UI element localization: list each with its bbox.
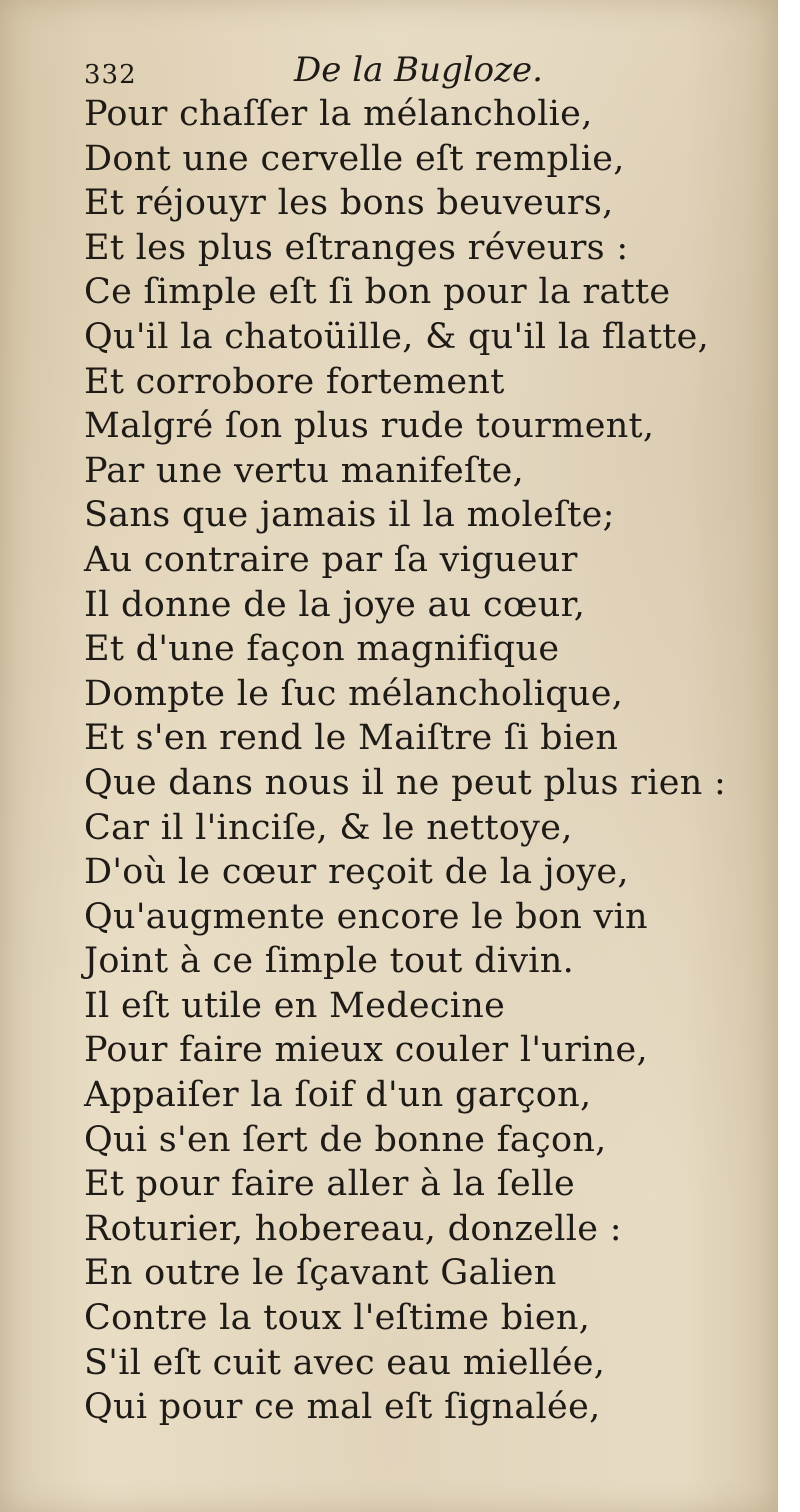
verse-line: Joint à ce ſimple tout divin. (84, 941, 575, 982)
verse-line: En outre le ſçavant Galien (84, 1253, 557, 1294)
verse-line: Appaiſer la ſoif d'un garçon, (84, 1075, 592, 1116)
verse-line: Et pour faire aller à la ſelle (84, 1164, 575, 1205)
verse-line: S'il eſt cuit avec eau miellée, (84, 1342, 606, 1383)
verse-line: Qui pour ce mal eſt ſignalée, (84, 1387, 601, 1428)
verse-line: Contre la toux l'eſtime bien, (84, 1298, 591, 1339)
verse-line: Et s'en rend le Maiſtre ſi bien (84, 718, 619, 759)
verse-line: Et réjouyr les bons beuveurs, (84, 183, 614, 224)
verse-line: Ce ſimple eſt ſi bon pour la ratte (84, 272, 671, 313)
verse-line: Il eſt utile en Medecine (84, 985, 506, 1026)
verse-line: Qu'augmente encore le bon vin (84, 896, 648, 937)
verse-line: Qu'il la chatoüille, & qu'il la flatte, (84, 316, 710, 357)
verse-line: Par une vertu manifeſte, (84, 450, 525, 491)
verse-line: Roturier, hobereau, donzelle : (84, 1208, 622, 1249)
verse-line: Car il l'inciſe, & le nettoye, (84, 807, 573, 848)
verse-line: Dont une cervelle eſt remplie, (84, 138, 625, 179)
poem-text (84, 92, 738, 1430)
verse-line: Pour chaſſer la mélancholie, (84, 94, 593, 134)
verse-line: Sans que jamais il la moleſte; (84, 495, 615, 536)
verse-line: Que dans nous il ne peut plus rien : (84, 762, 727, 803)
page-margin (778, 0, 800, 1512)
verse-line: D'où le cœur reçoit de la joye, (84, 852, 629, 893)
verse-line: Il donne de la joye au cœur, (84, 584, 586, 625)
verse-line: Au contraire par ſa vigueur (84, 539, 578, 580)
verse-line: Et corrobore fortement (84, 361, 505, 402)
verse-line: Dompte le ſuc mélancholique, (84, 673, 624, 714)
verse-line: Qui s'en ſert de bonne façon, (84, 1119, 607, 1160)
running-head: De la Bugloze. (294, 50, 543, 90)
verse-line: Pour faire mieux couler l'urine, (84, 1030, 648, 1071)
page-header (84, 50, 688, 94)
verse-line: Malgré ſon plus rude tourment, (84, 406, 655, 447)
page-number: 332 (84, 60, 137, 90)
verse-line: Et d'une façon magnifique (84, 629, 560, 670)
verse-line: Et les plus eſtranges réveurs : (84, 227, 629, 268)
